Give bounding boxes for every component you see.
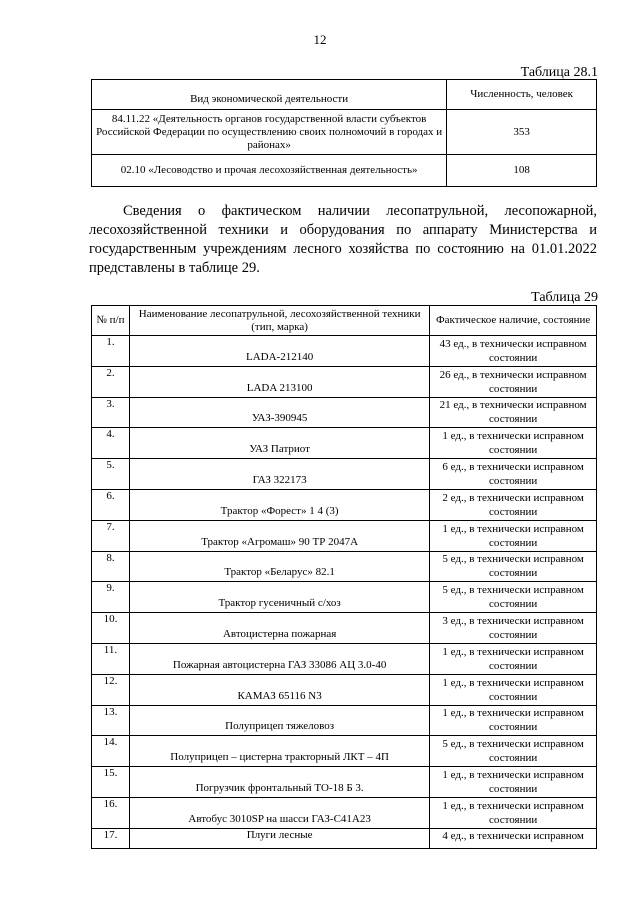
count-header: Численность, человек xyxy=(447,80,597,110)
vehicle-state: 1 ед., в технически исправном состоянии xyxy=(430,705,597,736)
table-row xyxy=(92,366,597,397)
vehicle-state: 43 ед., в технически исправном состоянии xyxy=(430,336,597,367)
vehicle-state: 5 ед., в технически исправном состоянии xyxy=(430,582,597,613)
vehicle-name: Трактор «Беларус» 82.1 xyxy=(129,551,429,582)
vehicle-state: 1 ед., в технически исправном состоянии xyxy=(430,767,597,798)
vehicle-name: Трактор «Агромаш» 90 ТР 2047А xyxy=(129,520,429,551)
row-number: 2. xyxy=(92,366,130,397)
row-number: 17. xyxy=(92,828,130,848)
table-29-body xyxy=(92,336,597,849)
vehicle-state: 5 ед., в технически исправном состоянии xyxy=(430,736,597,767)
vehicle-name: ГАЗ 322173 xyxy=(129,459,429,490)
row-number: 9. xyxy=(92,582,130,613)
row-number: 16. xyxy=(92,797,130,828)
table-row xyxy=(92,551,597,582)
row-number: 12. xyxy=(92,674,130,705)
vehicle-name: УАЗ-390945 xyxy=(129,397,429,428)
vehicle-state: 5 ед., в технически исправном состоянии xyxy=(430,551,597,582)
vehicle-state: 21 ед., в технически исправном состоянии xyxy=(430,397,597,428)
vehicle-state: 2 ед., в технически исправном состоянии xyxy=(430,489,597,520)
row-number: 6. xyxy=(92,489,130,520)
row-number: 11. xyxy=(92,643,130,674)
vehicle-state: 1 ед., в технически исправном состоянии xyxy=(430,643,597,674)
table-header-row xyxy=(92,306,597,336)
name-header: Наименование лесопатрульной, лесохозяйственной техники (тип, марка) xyxy=(129,306,429,336)
table-row xyxy=(92,674,597,705)
vehicle-name: Трактор «Форест» 1 4 (3) xyxy=(129,489,429,520)
activity-header: Вид экономической деятельности xyxy=(92,80,447,110)
table-row xyxy=(92,582,597,613)
vehicle-state: 1 ед., в технически исправном состоянии xyxy=(430,674,597,705)
table-row xyxy=(92,110,597,155)
table-29-caption: Таблица 29 xyxy=(531,290,598,305)
body-paragraph: Сведения о фактическом наличии лесопатрульной, лесопожарной, лесохозяйственной техники и оборудования по аппарату Министерства и государственным учреждениям лесного хозяйства по состоянию на 01.01.2022 представлены в таблице 29. xyxy=(89,203,597,276)
vehicle-name: Пожарная автоцистерна ГАЗ 33086 АЦ 3.0-40 xyxy=(129,643,429,674)
table-row xyxy=(92,336,597,367)
vehicle-state: 3 ед., в технически исправном состоянии xyxy=(430,613,597,644)
table-row xyxy=(92,736,597,767)
vehicle-name: LADA-212140 xyxy=(129,336,429,367)
vehicle-state: 6 ед., в технически исправном состоянии xyxy=(430,459,597,490)
vehicle-name: УАЗ Патриот xyxy=(129,428,429,459)
state-header: Фактическое наличие, состояние xyxy=(430,306,597,336)
num-header: № п/п xyxy=(92,306,130,336)
table-28-1-caption: Таблица 28.1 xyxy=(520,65,598,80)
vehicle-state: 26 ед., в технически исправном состоянии xyxy=(430,366,597,397)
table-row xyxy=(92,428,597,459)
vehicle-name: Полуприцеп – цистерна тракторный ЛКТ – 4П xyxy=(129,736,429,767)
table-29 xyxy=(91,305,597,849)
table-row xyxy=(92,705,597,736)
vehicle-name: КАМАЗ 65116 N3 xyxy=(129,674,429,705)
vehicle-name: Полуприцеп тяжеловоз xyxy=(129,705,429,736)
vehicle-name: LADA 213100 xyxy=(129,366,429,397)
vehicle-state: 4 ед., в технически исправном xyxy=(430,828,597,848)
row-number: 3. xyxy=(92,397,130,428)
vehicle-state: 1 ед., в технически исправном состоянии xyxy=(430,428,597,459)
vehicle-name: Автобус 3010SP на шасси ГАЗ-С41А23 xyxy=(129,797,429,828)
table-28-1 xyxy=(91,79,597,187)
row-number: 14. xyxy=(92,736,130,767)
count-cell: 108 xyxy=(447,155,597,187)
table-row xyxy=(92,767,597,798)
vehicle-name: Плуги лесные xyxy=(129,828,429,848)
vehicle-state: 1 ед., в технически исправном состоянии xyxy=(430,520,597,551)
activity-cell: 84.11.22 «Деятельность органов государственной власти субъектов Российской Федерации по осуществлению своих полномочий в городах и районах» xyxy=(92,110,447,155)
count-cell: 353 xyxy=(447,110,597,155)
table-row xyxy=(92,520,597,551)
table-row xyxy=(92,797,597,828)
table-row xyxy=(92,155,597,187)
row-number: 15. xyxy=(92,767,130,798)
vehicle-state: 1 ед., в технически исправном состоянии xyxy=(430,797,597,828)
row-number: 13. xyxy=(92,705,130,736)
row-number: 10. xyxy=(92,613,130,644)
vehicle-name: Трактор гусеничный с/хоз xyxy=(129,582,429,613)
row-number: 5. xyxy=(92,459,130,490)
row-number: 4. xyxy=(92,428,130,459)
row-number: 1. xyxy=(92,336,130,367)
page-number: 12 xyxy=(313,32,327,47)
vehicle-name: Погрузчик фронтальный ТО-18 Б 3. xyxy=(129,767,429,798)
table-row xyxy=(92,459,597,490)
vehicle-name: Автоцистерна пожарная xyxy=(129,613,429,644)
table-row xyxy=(92,489,597,520)
activity-cell: 02.10 «Лесоводство и прочая лесохозяйственная деятельность» xyxy=(92,155,447,187)
table-row xyxy=(92,828,597,848)
table-row xyxy=(92,397,597,428)
table-header-row xyxy=(92,80,597,110)
table-row xyxy=(92,613,597,644)
table-row xyxy=(92,643,597,674)
row-number: 8. xyxy=(92,551,130,582)
row-number: 7. xyxy=(92,520,130,551)
